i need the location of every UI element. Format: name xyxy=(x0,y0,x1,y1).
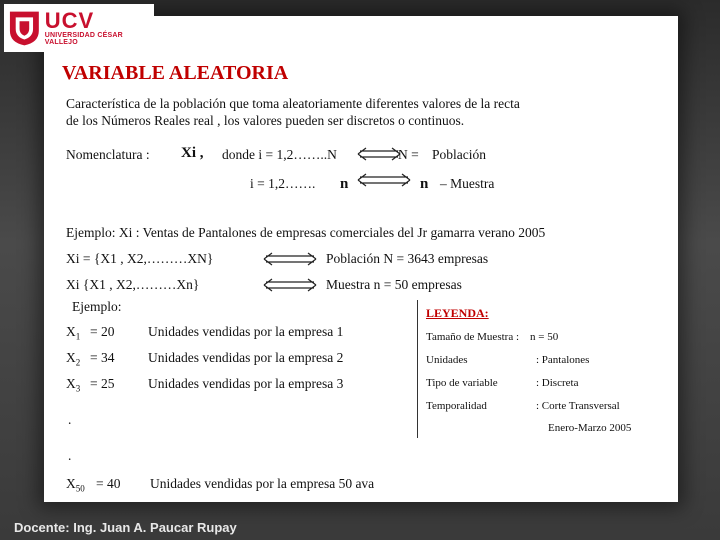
definition-line-1: Característica de la población que toma aleatoriamente diferentes valores de la recta xyxy=(66,96,520,111)
population-label: Población xyxy=(432,147,486,162)
sample-set: Xi {X1 , X2,………Xn} xyxy=(66,277,200,292)
double-arrow-icon xyxy=(356,146,402,162)
legend-value: : Pantalones xyxy=(536,354,590,366)
row-eq: = 25 xyxy=(90,376,115,391)
logo-name: UCV xyxy=(44,8,95,33)
double-arrow-icon xyxy=(262,251,318,267)
legend-label: Tipo de variable xyxy=(426,377,498,389)
population-set: Xi = {X1 , X2,………XN} xyxy=(66,251,214,266)
legend-title: LEYENDA: xyxy=(426,306,489,320)
row-var: $X_1$ xyxy=(66,324,81,342)
legend-box xyxy=(417,300,668,438)
row-var: $X_3$ xyxy=(66,376,81,394)
row-var: $X_2$ xyxy=(66,350,81,368)
population-set-desc: Población N = 3643 empresas xyxy=(326,251,489,266)
row-eq: = 34 xyxy=(90,350,115,365)
footer-instructor: Docente: Ing. Juan A. Paucar Rupay xyxy=(14,520,237,535)
definition-line-2: de los Números Reales real , los valores pueden ser discretos o continuos. xyxy=(66,113,465,128)
row-desc: Unidades vendidas por la empresa 1 xyxy=(148,324,344,339)
row-desc: Unidades vendidas por la empresa 2 xyxy=(148,350,344,365)
n-right: n xyxy=(420,176,429,192)
nomenclature-where: donde i = 1,2……..N xyxy=(222,147,337,162)
legend-value: n = 50 xyxy=(530,331,559,343)
slide-title: VARIABLE ALEATORIA xyxy=(62,62,289,84)
row-var: $X_{50}$ xyxy=(66,476,85,494)
row-desc: Unidades vendidas por la empresa 3 xyxy=(148,376,344,391)
row-eq: = 40 xyxy=(96,476,121,491)
legend-label: Tamaño de Muestra : xyxy=(426,331,520,343)
sample-set-desc: Muestra n = 50 empresas xyxy=(326,277,462,292)
row-desc: Unidades vendidas por la empresa 50 ava xyxy=(150,476,375,491)
ucv-logo xyxy=(4,4,154,52)
logo-subtitle: UNIVERSIDAD CÉSAR VALLEJO xyxy=(44,32,123,46)
row-eq: = 20 xyxy=(90,324,115,339)
sample-label: – Muestra xyxy=(440,176,495,191)
example-line: Ejemplo: Xi : Ventas de Pantalones de empresas comerciales del Jr gamarra verano 2005 xyxy=(66,225,546,240)
example2-heading: Ejemplo: xyxy=(72,299,122,314)
legend-label: Unidades xyxy=(426,354,468,366)
shield-icon xyxy=(8,9,41,47)
double-arrow-icon xyxy=(356,172,412,188)
legend-value: : Discreta xyxy=(536,377,579,389)
double-arrow-icon xyxy=(262,277,318,293)
n-left: n xyxy=(340,176,349,192)
legend-value: : Corte Transversal xyxy=(536,400,620,412)
nomenclature-label: Nomenclatura : xyxy=(66,147,150,162)
legend-value: Enero-Marzo 2005 xyxy=(548,422,632,434)
ellipsis-dot: . xyxy=(68,412,72,427)
legend-label: Temporalidad xyxy=(426,400,487,412)
population-symbol: N = xyxy=(398,147,419,162)
ellipsis-dot: . xyxy=(68,448,72,463)
nomenclature-var: Xi , xyxy=(181,145,204,161)
range-label: i = 1,2……. xyxy=(250,176,316,191)
